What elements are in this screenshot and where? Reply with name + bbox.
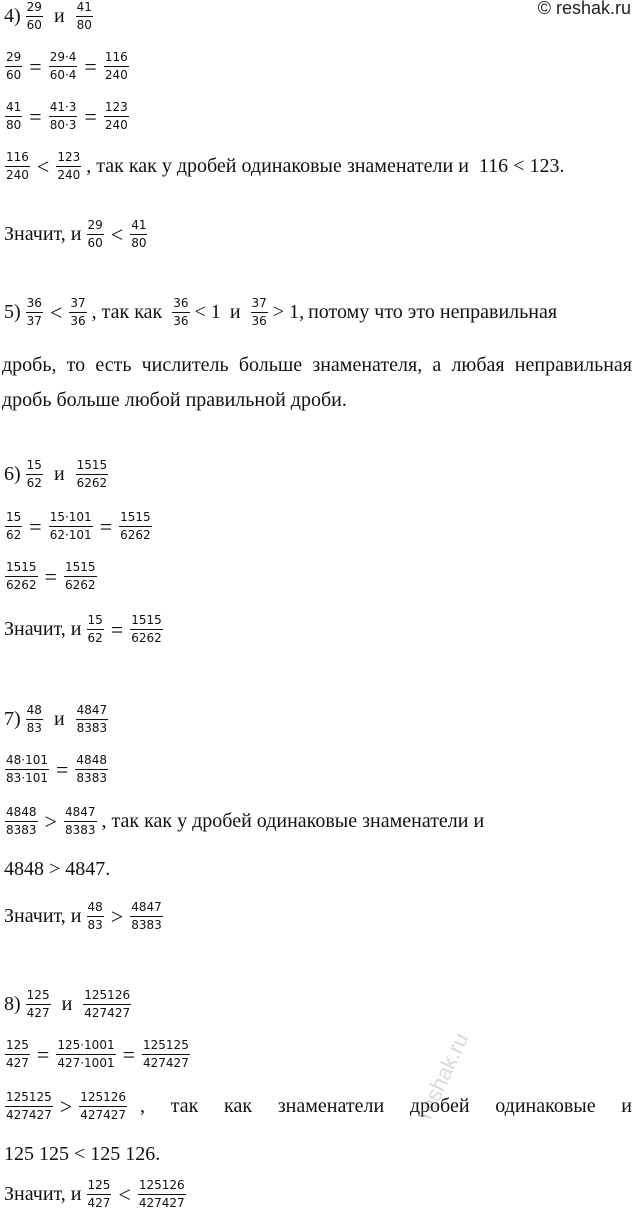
denominator: 62 [87,631,103,645]
fraction [5,1090,53,1123]
denominator: 83 [87,918,103,932]
denominator: 60·4 [49,68,77,82]
fraction [172,296,189,329]
fraction [104,100,129,133]
s7-line1 [2,753,111,786]
denominator: 8383 [76,771,107,785]
denominator: 427·1001 [57,1056,115,1070]
equals-sign: = [122,1041,136,1067]
numerator: 1515 [6,560,37,574]
s7-number: 7) [4,708,21,730]
fraction [142,1038,190,1071]
numerator: 1515 [76,458,108,472]
fraction [5,50,22,83]
fraction [76,0,93,33]
conj: и [53,463,65,485]
fraction [130,218,147,251]
greater-than-sign: > [44,808,57,834]
denominator: 62·101 [49,528,92,542]
denominator: 62 [6,528,22,542]
numerator: 48 [87,900,103,914]
conj: и [229,301,241,323]
s6-line2 [2,560,100,593]
denominator: 80 [6,118,22,132]
explanation-text: , так как у дробей одинаковые знаменатели и [101,810,485,832]
numerator: 29 [6,50,22,64]
numerator: 125·1001 [57,1038,115,1052]
numerator: 1515 [131,613,162,627]
greater-than-sign: > [110,903,124,929]
s7-line3 [2,858,112,881]
denominator: 60 [87,236,103,250]
numerator: 48 [26,703,42,717]
denominator: 37 [26,314,42,328]
equals-sign: = [99,513,113,539]
numerator: 37 [70,296,86,310]
s4-header [2,0,96,33]
denominator: 427427 [143,1056,189,1070]
s8-line3 [2,1143,162,1166]
numerator: 29 [26,0,42,14]
explanation-text: , так как [91,301,163,323]
denominator: 36 [173,314,189,328]
denominator: 80 [76,18,92,32]
numerator: 48·101 [6,753,48,767]
denominator: 83·101 [6,771,48,785]
fraction [64,805,97,838]
equals-sign: = [84,103,97,129]
s6-conclusion [2,613,166,646]
numerator: 116 [104,50,128,64]
fraction [69,296,86,329]
s4-line2 [2,100,132,133]
s4-conclusion [2,218,150,251]
denominator: 80 [131,236,147,250]
numerator: 4848 [6,805,37,819]
fraction [26,703,43,736]
s8-number: 8) [4,993,21,1015]
conj: и [53,5,65,27]
denominator: 240 [57,168,81,182]
numerator: 41 [6,100,22,114]
fraction [75,753,108,786]
fraction [26,296,43,329]
numerator: 29 [87,218,103,232]
explanation-text: , так как знаменатели дробей одинаковые и [140,1095,632,1117]
comparison: 116 < 123. [478,155,565,177]
fraction [64,560,97,593]
numerator: 123 [104,100,128,114]
conj: и [53,708,65,730]
s5-paragraph: дробь, то есть числитель больше знаменателя, а любая неправильная дробь больше любой правильной дроби. [2,354,632,411]
fraction [79,1090,127,1123]
fraction [49,50,78,83]
fraction [87,613,104,646]
numerator: 36 [26,296,42,310]
s7-line2 [2,805,486,838]
fraction [87,1178,112,1211]
denominator: 6262 [64,578,96,592]
s5-number: 5) [4,301,21,323]
denominator: 240 [104,68,128,82]
numerator: 15 [87,613,103,627]
fraction [5,753,49,786]
conclusion-text: Значит, и [4,905,82,927]
equals-sign: = [56,756,69,782]
denominator: 427 [87,1196,111,1210]
denominator: 427427 [84,1006,131,1020]
numerator: 37 [251,296,267,310]
s4-line3 [2,150,566,183]
fraction [251,296,268,329]
s8-conclusion [2,1178,189,1211]
numerator: 15 [6,510,22,524]
numerator: 4847 [131,900,162,914]
comparison: 125 125 < 125 126. [4,1143,161,1165]
s6-line1 [2,510,155,543]
numerator: 125126 [84,988,131,1002]
denominator: 8383 [76,721,108,735]
equals-sign: = [29,513,42,539]
s7-header [2,703,111,736]
denominator: 83 [26,721,42,735]
denominator: 60 [26,18,42,32]
explanation-text: потому что это неправильная [308,301,558,323]
numerator: 4847 [64,805,96,819]
denominator: 427427 [6,1108,52,1122]
numerator: 125 [26,988,50,1002]
fraction [5,805,38,838]
conclusion-text: Значит, и [4,1183,82,1205]
equals-sign: = [84,53,97,79]
denominator: 6262 [131,631,162,645]
equals-sign: = [29,53,42,79]
numerator: 125 [6,1038,29,1052]
less-than-sign: < [49,299,63,325]
numerator: 41 [131,218,147,232]
fraction [49,510,93,543]
numerator: 41·3 [49,100,77,114]
numerator: 15·101 [49,510,92,524]
fraction [56,1038,115,1071]
denominator: 6262 [6,578,37,592]
fraction [104,50,129,83]
equals-sign: = [36,1041,50,1067]
fraction [26,0,43,33]
numerator: 36 [173,296,189,310]
s4-number: 4) [4,5,21,27]
explanation-text: , так как у дробей одинаковые знаменатели и [86,155,469,177]
fraction [130,613,163,646]
s4-line1 [2,50,132,83]
denominator: 6262 [76,476,108,490]
equals-sign: = [110,616,124,642]
denominator: 80·3 [49,118,77,132]
denominator: 60 [6,68,22,82]
fraction [76,703,109,736]
less-than-sign: < [118,1181,131,1207]
denominator: 8383 [131,918,162,932]
s6-header [2,458,111,491]
numerator: 125125 [143,1038,189,1052]
numerator: 123 [57,150,81,164]
watermark: © reshak.ru [537,0,631,18]
denominator: 8383 [64,823,96,837]
numerator: 125126 [80,1090,127,1104]
comparison: > 1, [272,301,305,323]
numerator: 125126 [138,1178,185,1192]
s8-line2 [2,1090,634,1123]
conclusion-text: Значит, и [4,223,82,245]
numerator: 41 [76,0,92,14]
fraction [5,1038,30,1071]
fraction [83,988,131,1021]
denominator: 427 [6,1056,29,1070]
fraction [138,1178,186,1211]
fraction [5,150,30,183]
s7-conclusion [2,900,166,933]
s8-header [2,988,134,1021]
comparison: < 1 [194,301,221,323]
denominator: 240 [104,118,128,132]
s6-number: 6) [4,463,21,485]
numerator: 116 [6,150,29,164]
fraction [5,560,38,593]
fraction [87,900,104,933]
fraction [5,510,22,543]
fraction [130,900,163,933]
denominator: 6262 [120,528,151,542]
denominator: 427427 [80,1108,127,1122]
comparison: 4848 > 4847. [4,858,111,880]
less-than-sign: < [36,153,50,179]
denominator: 427427 [138,1196,185,1210]
numerator: 15 [26,458,42,472]
less-than-sign: < [110,221,124,247]
numerator: 125125 [6,1090,52,1104]
equals-sign: = [29,103,42,129]
diagonal-watermark: reshak.ru [412,1028,474,1123]
greater-than-sign: > [59,1093,73,1119]
fraction [5,100,22,133]
s5-line1 [2,296,559,329]
denominator: 62 [26,476,42,490]
numerator: 4848 [76,753,107,767]
numerator: 1515 [120,510,151,524]
numerator: 4847 [76,703,108,717]
denominator: 427 [26,1006,50,1020]
fraction [26,458,43,491]
fraction [26,988,51,1021]
denominator: 36 [251,314,267,328]
denominator: 240 [6,168,29,182]
fraction [87,218,104,251]
fraction [119,510,152,543]
conj: и [61,993,73,1015]
fraction [76,458,109,491]
denominator: 36 [70,314,86,328]
conclusion-text: Значит, и [4,618,82,640]
fraction [56,150,81,183]
denominator: 8383 [6,823,37,837]
s8-line1 [2,1038,193,1071]
equals-sign: = [44,563,57,589]
numerator: 125 [87,1178,111,1192]
fraction [49,100,78,133]
numerator: 29·4 [49,50,77,64]
numerator: 1515 [64,560,96,574]
